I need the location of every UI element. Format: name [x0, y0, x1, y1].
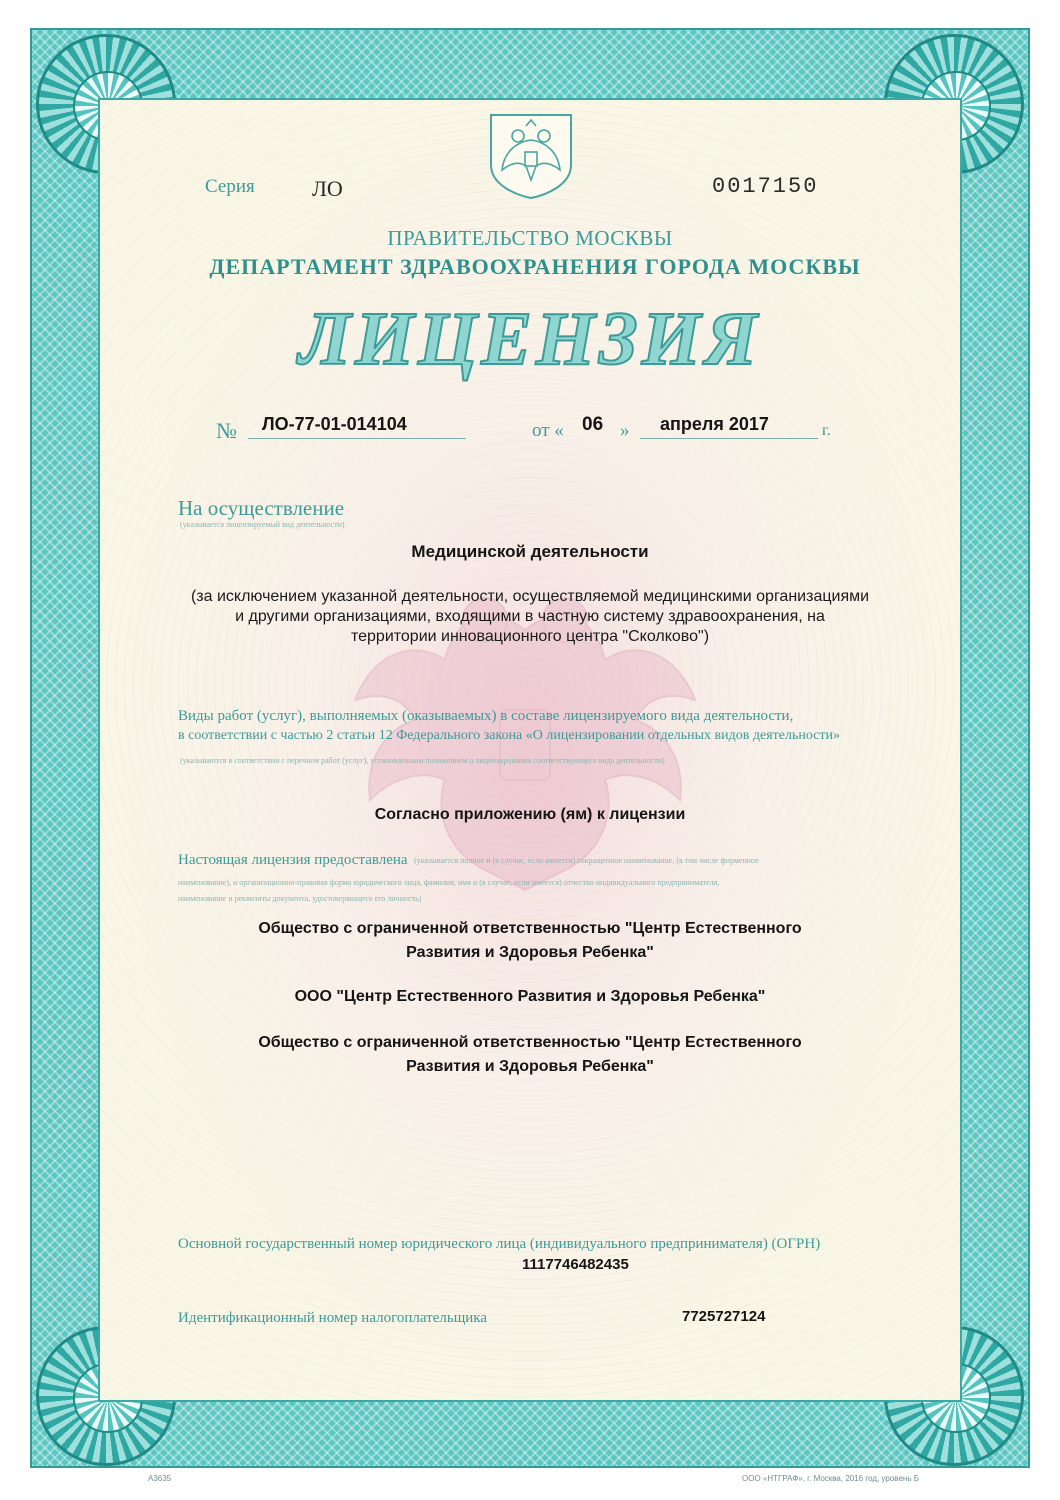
org-brand-name-line-2: Развития и Здоровья Ребенка" [406, 1058, 654, 1075]
footer-form-code: А3635 [148, 1474, 172, 1483]
number-label: № [216, 418, 237, 443]
works-hint: (указываются в соответствии с перечнем работ (услуг), установленным положением о лицензировании соответствующего вида деятельности) [180, 756, 665, 765]
series-value: ЛО [312, 176, 343, 201]
issuer-department: ДЕПАРТАМЕНТ ЗДРАВООХРАНЕНИЯ ГОРОДА МОСКВЫ [209, 254, 861, 279]
org-full-name-line-1: Общество с ограниченной ответственностью "Центр Естественного [258, 920, 802, 937]
footer-printer: ООО «НТГРАФ», г. Москва, 2016 год, уровень Б [742, 1474, 919, 1483]
activity-value: Медицинской деятельности [411, 542, 649, 561]
inn-value: 7725727124 [682, 1308, 766, 1325]
activity-note-line-3: территории инновационного центра "Сколково") [350, 628, 710, 645]
grantee-hint-line-1: (указывается полное и (в случае, если имеется) сокращенное наименование, (в том числе фирменное [414, 856, 759, 865]
org-short-name: ООО "Центр Естественного Развития и Здоровья Ребенка" [294, 988, 766, 1005]
inn-label: Идентификационный номер налогоплательщика [178, 1310, 488, 1326]
ogrn-value: 1117746482435 [522, 1256, 629, 1273]
date-day: 06 [582, 414, 604, 435]
date-suffix: г. [822, 422, 831, 439]
issuer-government: ПРАВИТЕЛЬСТВО МОСКВЫ [387, 226, 673, 250]
activity-note-line-2: и другими организациями, входящими в частную систему здравоохранения, на [235, 608, 825, 625]
activity-hint: (указывается лицензируемый вид деятельности) [180, 520, 345, 529]
ogrn-label: Основной государственный номер юридического лица (индивидуального предпринимателя) (ОГРН) [178, 1236, 821, 1252]
series-label: Серия [205, 176, 255, 197]
license-number-line [248, 438, 466, 439]
activity-label: На осуществление [178, 496, 345, 520]
works-value: Согласно приложению (ям) к лицензии [374, 806, 686, 823]
date-month-year: апреля 2017 [660, 414, 769, 434]
date-close-quote: » [620, 420, 630, 441]
grantee-label: Настоящая лицензия предоставлена [178, 852, 408, 868]
grantee-hint-line-3: наименование и реквизиты документа, удостоверяющего его личность) [178, 894, 422, 903]
works-label-line-2: в соответствии с частью 2 статьи 12 Федерального закона «О лицензировании отдельных видов деятельности» [178, 728, 841, 743]
org-full-name-line-2: Развития и Здоровья Ребенка" [406, 944, 654, 961]
document-title: ЛИЦЕНЗИЯ [298, 297, 762, 381]
works-label-line-1: Виды работ (услуг), выполняемых (оказываемых) в составе лицензируемого вида деятельности, [178, 708, 794, 724]
org-brand-name-line-1: Общество с ограниченной ответственностью "Центр Естественного [258, 1034, 802, 1051]
license-number: ЛО-77-01-014104 [262, 414, 407, 434]
activity-note-line-1: (за исключением указанной деятельности, осуществляемой медицинскими организациями [190, 588, 870, 605]
grantee-hint-line-2: наименование), и организационно-правовая форма юридического лица, фамилия, имя и (в случае, если имеется) отчество индивидуального предпринимателя, [178, 878, 720, 887]
coat-of-arms-icon [486, 110, 576, 200]
form-number: 0017150 [712, 174, 819, 199]
date-line [640, 438, 818, 439]
date-from-label: от « [532, 420, 564, 441]
